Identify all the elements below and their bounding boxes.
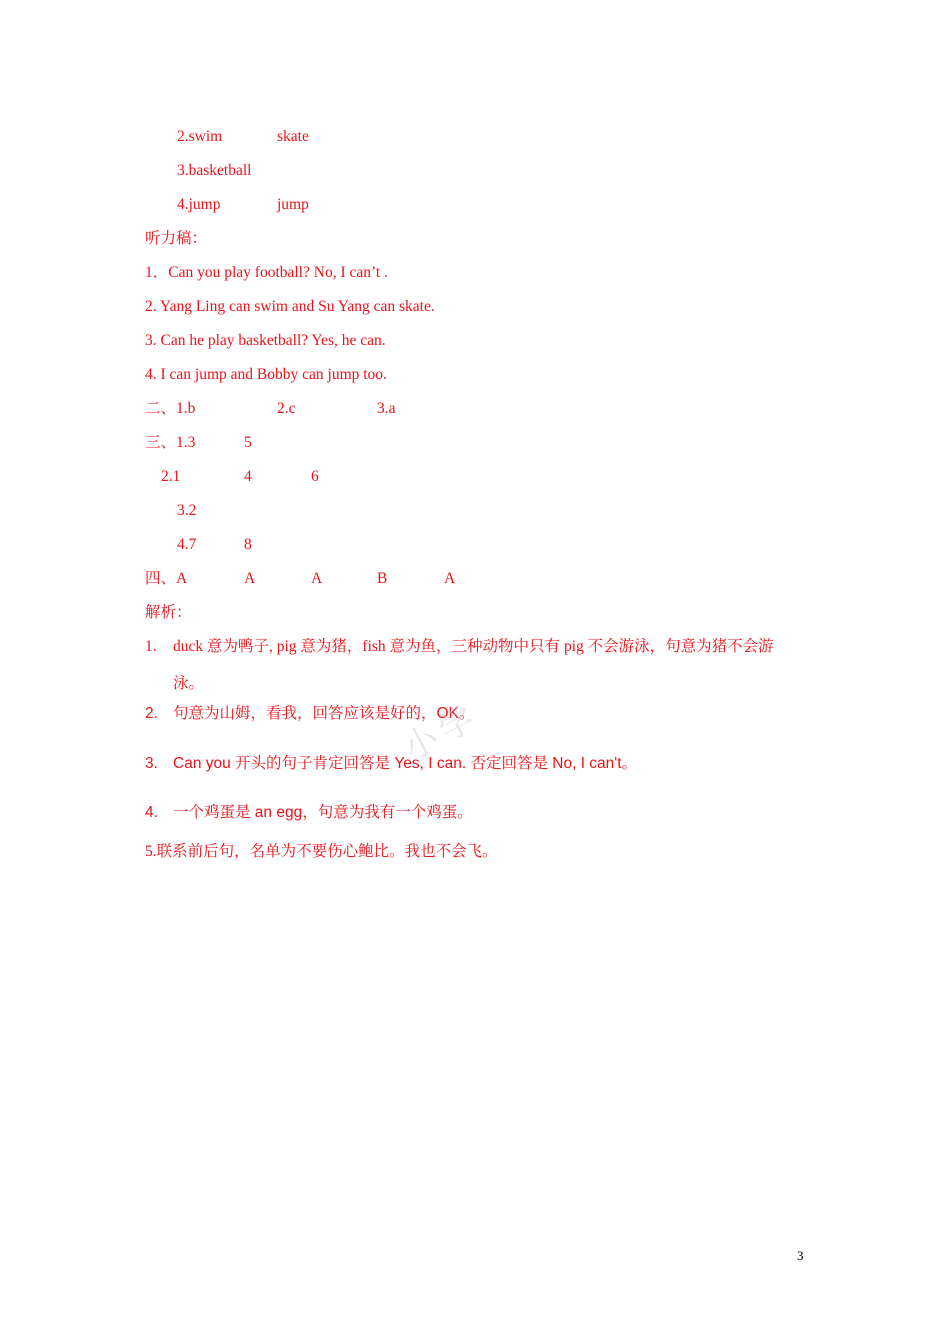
answer-row-2 <box>0 127 950 147</box>
answer-row-4 <box>0 195 950 215</box>
transcript-line: 3. Can he play basketball? Yes, he can. <box>145 332 386 349</box>
answer-value: jump <box>277 196 309 213</box>
section-two-row <box>0 399 950 419</box>
page-number: 3 <box>797 1248 804 1263</box>
answer-row-3 <box>0 161 950 181</box>
answer-number: 4.jump <box>177 196 221 213</box>
section-four-answer: A <box>444 570 456 587</box>
transcript-line: 1．Can you play football? No, I can’t . <box>145 264 388 281</box>
answer-number: 3.basketball <box>177 162 252 179</box>
section-three-row-3 <box>0 501 950 521</box>
section-four-answer: A <box>244 570 256 587</box>
analysis-item-text: duck 意为鸭子, pig 意为猪，fish 意为鱼，三种动物中只有 pig 不会游泳，句意为猪不会游 <box>173 638 774 655</box>
section-three-row-2 <box>0 467 950 487</box>
section-three-row-1 <box>0 433 950 453</box>
section-two-answer: 二、1.b <box>145 400 196 417</box>
section-three-answer: 3.2 <box>177 502 197 519</box>
watermark: 小学 <box>396 696 487 770</box>
section-two-answer: 2.c <box>277 400 296 417</box>
section-three-row-4 <box>0 535 950 555</box>
section-four-answer: 四、A <box>145 570 188 587</box>
analysis-item-text: 5.联系前后句，名单为不要伤心鲍比。我也不会飞。 <box>145 843 498 860</box>
analysis-item-number: 4. <box>145 804 158 821</box>
analysis-item-number: 2. <box>145 705 158 722</box>
section-three-answer: 5 <box>244 434 252 451</box>
section-three-answer: 三、1.3 <box>145 434 196 451</box>
section-three-answer: 4 <box>244 468 252 485</box>
transcript-heading: 听力稿： <box>145 230 208 247</box>
analysis-item-text: 一个鸡蛋是 an egg，句意为我有一个鸡蛋。 <box>173 804 473 821</box>
transcript-line: 4. I can jump and Bobby can jump too. <box>145 366 387 383</box>
analysis-item-number: 1. <box>145 638 157 655</box>
section-three-answer: 2.1 <box>161 468 181 485</box>
section-three-answer: 8 <box>244 536 252 553</box>
analysis-heading: 解析： <box>145 604 192 621</box>
section-three-answer: 6 <box>311 468 319 485</box>
section-three-answer: 4.7 <box>177 536 197 553</box>
analysis-item-number: 3. <box>145 755 158 772</box>
analysis-item-text: 句意为山姆，看我，回答应该是好的，OK。 <box>173 705 475 722</box>
section-four-answer: B <box>377 570 388 587</box>
analysis-item-text: Can you 开头的句子肯定回答是 Yes, I can. 否定回答是 No, I can't。 <box>173 755 638 772</box>
section-four-row <box>0 569 950 589</box>
section-two-answer: 3.a <box>377 400 396 417</box>
answer-number: 2.swim <box>177 128 223 145</box>
analysis-item-text: 泳。 <box>173 675 205 692</box>
section-four-answer: A <box>311 570 323 587</box>
transcript-line: 2. Yang Ling can swim and Su Yang can skate. <box>145 298 435 315</box>
answer-value: skate <box>277 128 309 145</box>
